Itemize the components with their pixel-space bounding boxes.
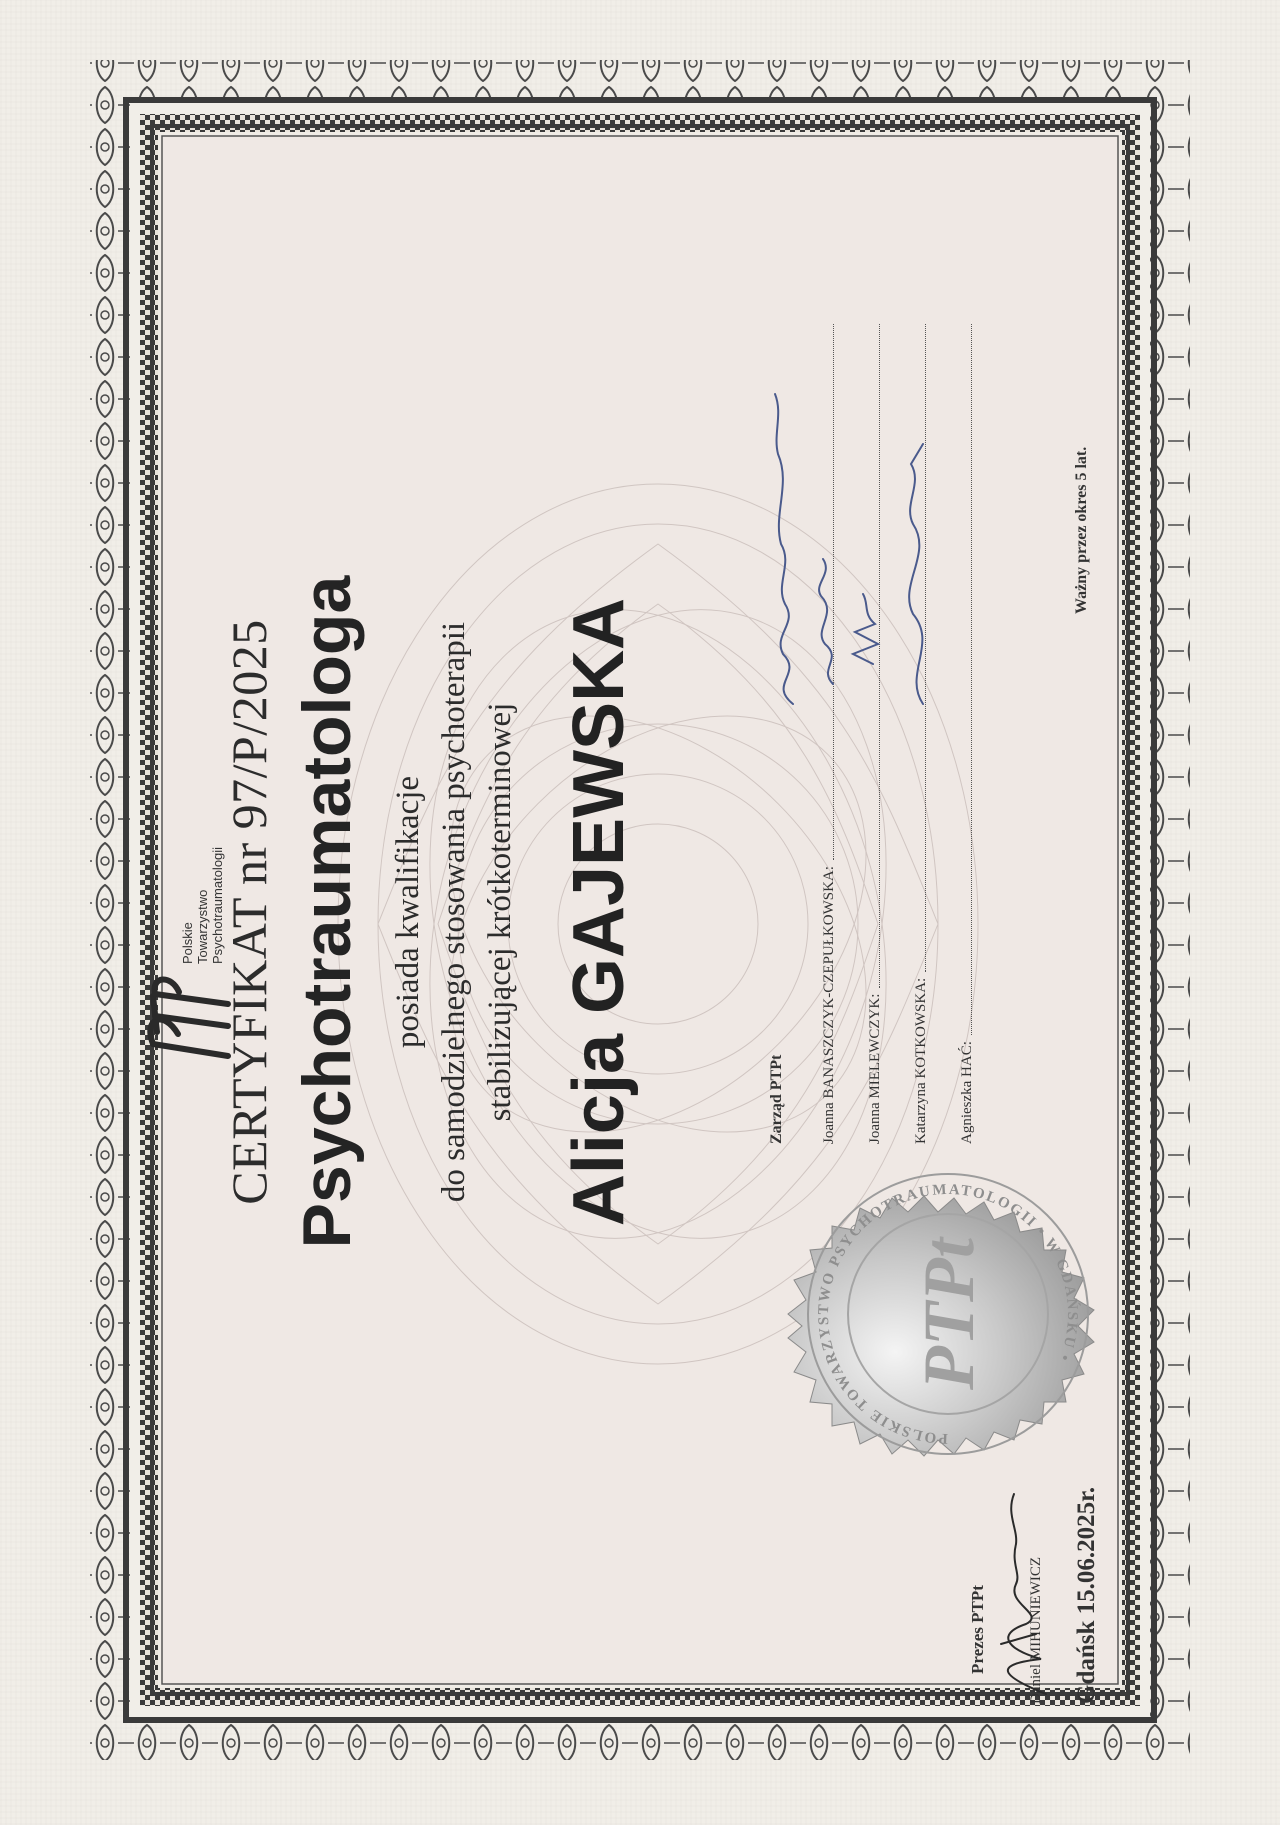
organization-name — [180, 847, 225, 964]
certificate-content — [128, 100, 1154, 1724]
board-heading: Zarząd PTPt — [768, 1054, 785, 1144]
board-member-4: Agnieszka HAĆ: — [959, 1041, 975, 1144]
president-signature — [986, 1474, 1056, 1704]
certificate-number: CERTYFIKAT nr 97/P/2025 — [221, 619, 277, 1205]
qualification-line-3: stabilizującej krótkoterminowej — [482, 702, 518, 1122]
board-member-3: Katarzyna KOTKOWSKA: — [913, 977, 929, 1144]
president-block — [968, 1557, 1045, 1704]
holder-name: Alicja GAJEWSKA — [559, 597, 639, 1227]
certificate-title: Psychotraumatologa — [289, 575, 365, 1249]
org-name-line-2: Towarzystwo — [195, 889, 210, 964]
org-name-line-3: Psychotraumatologii — [210, 846, 225, 964]
place-and-date: Gdańsk 15.06.2025r. — [1073, 1486, 1100, 1704]
signature-line — [970, 324, 972, 1035]
board-member-2: Joanna MIELEWCZYK: — [867, 993, 883, 1144]
board-member-1: Joanna BANASZCZYK-CZEPUŁKOWSKA: — [821, 866, 837, 1144]
president-heading: Prezes PTPt — [968, 1585, 987, 1674]
org-name-line-1: Polskie — [180, 922, 195, 964]
qualification-line-2: do samodzielnego stosowania psychoterapii — [436, 621, 472, 1203]
president-name: Daniel MIHUNIEWICZ — [1028, 1556, 1044, 1704]
embossed-seal — [768, 1134, 1128, 1494]
validity-note: Ważny przez okres 5 lat. — [1073, 446, 1090, 614]
board-handwritten-signatures — [763, 374, 963, 714]
qualification-line-1: posiada kwalifikacje — [390, 775, 426, 1049]
seal-logo-text: PTPt — [909, 1238, 989, 1390]
seal-ring-text: POLSKIE TOWARZYSTWO PSYCHOTRAUMATOLOGII • W GDAŃSKU • — [815, 1181, 1081, 1447]
